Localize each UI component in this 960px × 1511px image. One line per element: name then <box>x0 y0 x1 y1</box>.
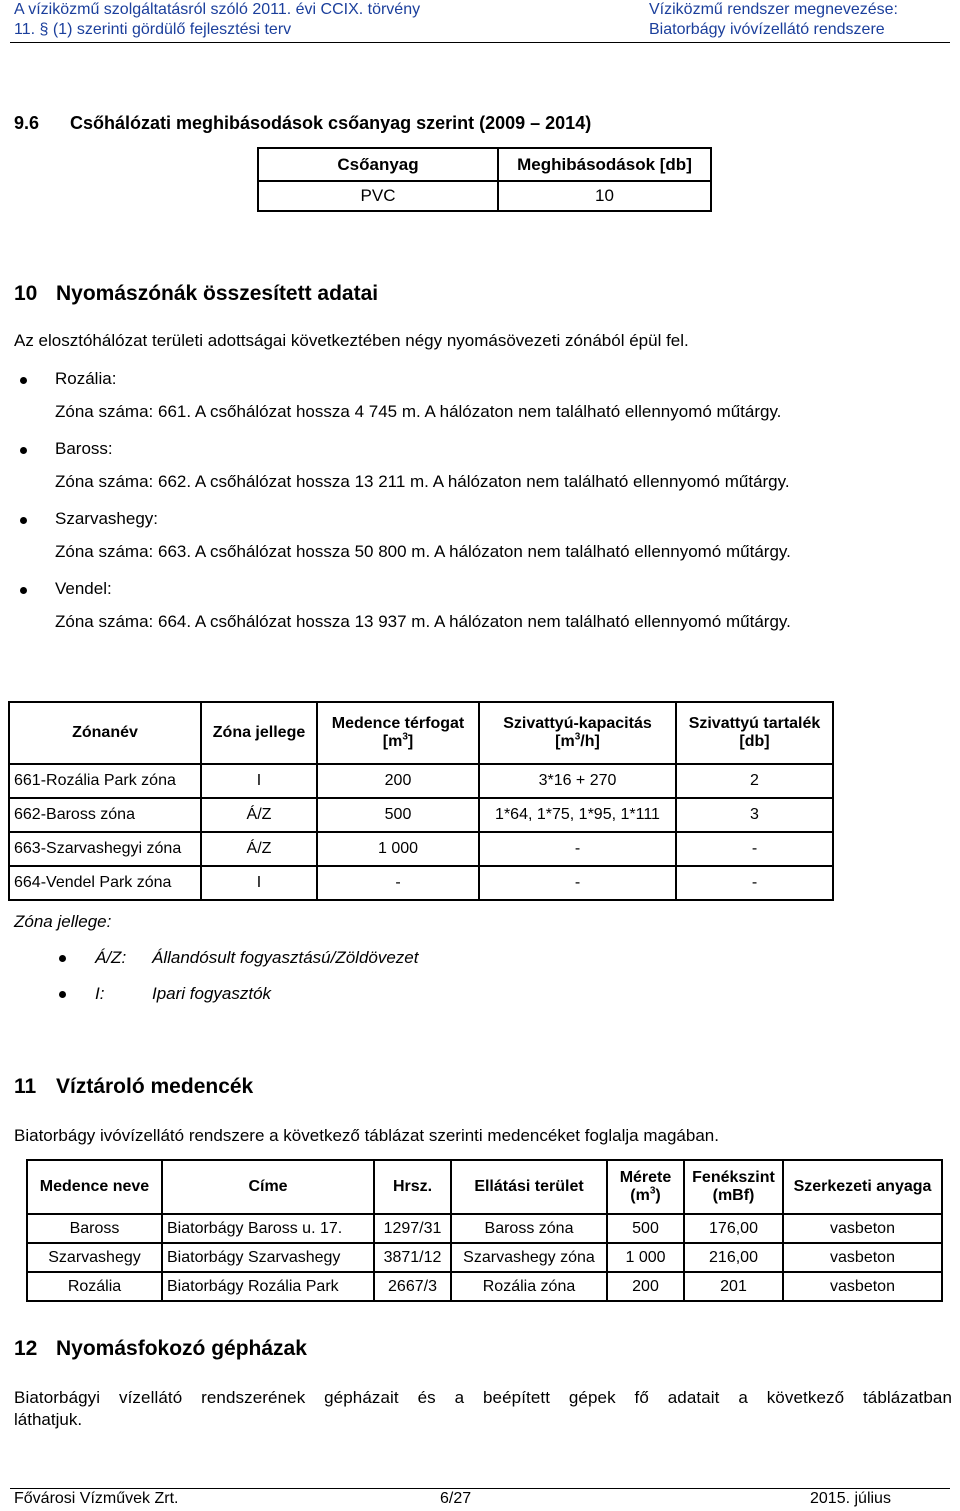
section-title: Nyomásfokozó gépházak <box>56 1337 307 1360</box>
pump-houses-text-line2: láthatjuk. <box>14 1410 83 1429</box>
cell-size: 1 000 <box>607 1243 684 1272</box>
cell-basin-name: Rozália <box>27 1272 162 1301</box>
cell-supply-area: Szarvashegy zóna <box>451 1243 607 1272</box>
cell-volume: 500 <box>317 798 479 832</box>
legend-desc-i: Ipari fogyasztók <box>152 984 272 1003</box>
header-failures: Meghibásodások [db] <box>498 148 711 181</box>
table-row <box>27 1272 942 1301</box>
zone-text-szarvashegy: Zóna száma: 663. A csőhálózat hossza 50 800 m. A hálózaton nem található ellennyomó műtárgy. <box>55 542 791 561</box>
header-parcel: Hrsz. <box>374 1160 451 1214</box>
cell-zone-name: 664-Vendel Park zóna <box>9 866 201 900</box>
header-size-unit-end: ) <box>655 1187 661 1204</box>
cell-bottom-level: 216,00 <box>684 1243 783 1272</box>
header-zone-name: Zónanév <box>9 702 201 764</box>
header-pump-reserve-unit: [db] <box>739 733 770 750</box>
zone-text-baross: Zóna száma: 662. A csőhálózat hossza 13 211 m. A hálózaton nem található ellennyomó műtárgy. <box>55 472 790 491</box>
table-row <box>27 1214 942 1243</box>
bullet-icon <box>20 517 27 524</box>
header-system-label: Víziközmű rendszer megnevezése: <box>649 1 898 18</box>
header-bottom-level <box>684 1160 783 1214</box>
cell-address: Biatorbágy Szarvashegy <box>162 1243 374 1272</box>
section-12-heading <box>14 1337 307 1361</box>
cell-reserve: - <box>676 832 833 866</box>
reservoirs-intro: Biatorbágy ivóvízellátó rendszere a következő táblázat szerinti medencéket foglalja magában. <box>14 1126 719 1145</box>
legend-code-i: I: <box>95 984 105 1003</box>
cell-parcel: 2667/3 <box>374 1272 451 1301</box>
bullet-icon <box>20 377 27 384</box>
header-size-sup: 3 <box>649 1185 656 1197</box>
header-system-name: Biatorbágy ivóvízellátó rendszere <box>649 21 885 38</box>
header-size-unit: (m <box>630 1187 650 1204</box>
section-11-heading <box>14 1075 253 1099</box>
cell-zone-type: Á/Z <box>201 832 317 866</box>
cell-capacity: 3*16 + 270 <box>479 764 676 798</box>
header-basin-volume-unit: [m <box>382 733 403 750</box>
header-basin-volume-unit-end: ] <box>407 733 414 750</box>
header-pump-reserve <box>676 702 833 764</box>
cell-address: Biatorbágy Baross u. 17. <box>162 1214 374 1243</box>
cell-failures: 10 <box>498 181 711 211</box>
cell-zone-type: I <box>201 764 317 798</box>
header-supply-area: Ellátási terület <box>451 1160 607 1214</box>
table-header-row <box>27 1160 942 1214</box>
cell-parcel: 1297/31 <box>374 1214 451 1243</box>
cell-zone-name: 661-Rozália Park zóna <box>9 764 201 798</box>
bullet-icon <box>20 587 27 594</box>
cell-size: 500 <box>607 1214 684 1243</box>
zone-text-rozalia: Zóna száma: 661. A csőhálózat hossza 4 745 m. A hálózaton nem található ellennyomó műtárgy. <box>55 402 782 421</box>
section-number: 11 <box>14 1075 37 1098</box>
cell-volume: 200 <box>317 764 479 798</box>
pump-houses-text-line1: Biatorbágyi vízellátó rendszerének gépházait és a beépített gépek fő adatait a következő táblázatban <box>14 1388 952 1407</box>
legend-code-az: Á/Z: <box>95 948 127 967</box>
table-header-row <box>258 148 711 181</box>
cell-bottom-level: 176,00 <box>684 1214 783 1243</box>
zone-text-vendel: Zóna száma: 664. A csőhálózat hossza 13 937 m. A hálózaton nem található ellennyomó műtárgy. <box>55 612 791 631</box>
cell-bottom-level: 201 <box>684 1272 783 1301</box>
cell-zone-type: I <box>201 866 317 900</box>
header-material: Szerkezeti anyaga <box>783 1160 942 1214</box>
footer-divider <box>10 1488 950 1489</box>
cell-material: PVC <box>258 181 498 211</box>
zone-name-szarvashegy: Szarvashegy: <box>55 509 158 528</box>
footer-date: 2015. július <box>810 1490 891 1507</box>
cell-reserve: 2 <box>676 764 833 798</box>
header-left <box>14 0 420 40</box>
header-pump-capacity-sup: 3 <box>574 731 581 743</box>
header-basin-name: Medence neve <box>27 1160 162 1214</box>
cell-parcel: 3871/12 <box>374 1243 451 1272</box>
table-row <box>9 832 833 866</box>
cell-material: vasbeton <box>783 1272 942 1301</box>
table-header-row <box>9 702 833 764</box>
table-row <box>9 866 833 900</box>
cell-supply-area: Rozália zóna <box>451 1272 607 1301</box>
cell-capacity: - <box>479 866 676 900</box>
footer-page-number: 6/27 <box>440 1490 472 1507</box>
section-number: 10 <box>14 282 38 305</box>
section-10-heading <box>14 282 378 306</box>
header-pump-capacity <box>479 702 676 764</box>
pressure-zone-table <box>8 701 834 901</box>
cell-reserve: - <box>676 866 833 900</box>
bullet-icon <box>59 955 66 962</box>
header-plan-title: 11. § (1) szerinti gördülő fejlesztési terv <box>14 21 292 38</box>
zone-name-baross: Baross: <box>55 439 113 458</box>
cell-zone-name: 662-Baross zóna <box>9 798 201 832</box>
footer-company: Fővárosi Vízművek Zrt. <box>14 1490 179 1507</box>
zones-intro: Az elosztóhálózat területi adottságai következtében négy nyomásövezeti zónából épül fel. <box>14 331 689 350</box>
cell-volume: 1 000 <box>317 832 479 866</box>
header-basin-volume-sup: 3 <box>402 731 408 743</box>
bullet-icon <box>59 991 66 998</box>
section-title: Csőhálózati meghibásodások csőanyag szerint (2009 – 2014) <box>70 113 592 133</box>
table-row <box>27 1243 942 1272</box>
reservoir-table <box>26 1159 943 1302</box>
cell-zone-name: 663-Szarvashegyi zóna <box>9 832 201 866</box>
zone-type-legend-title: Zóna jellege: <box>14 912 112 931</box>
section-title: Nyomászónák összesített adatai <box>56 282 379 305</box>
cell-basin-name: Baross <box>27 1214 162 1243</box>
header-zone-type: Zóna jellege <box>201 702 317 764</box>
cell-material: vasbeton <box>783 1243 942 1272</box>
bullet-icon <box>20 447 27 454</box>
header-law-title: A víziközmű szolgáltatásról szóló 2011. évi CCIX. törvény <box>14 1 421 18</box>
cell-zone-type: Á/Z <box>201 798 317 832</box>
header-divider <box>10 42 950 43</box>
header-basin-volume <box>317 702 479 764</box>
header-basin-volume-line1: Medence térfogat <box>331 715 465 732</box>
header-pipe-material: Csőanyag <box>258 148 498 181</box>
cell-capacity: - <box>479 832 676 866</box>
cell-material: vasbeton <box>783 1214 942 1243</box>
pipe-failure-table <box>257 147 712 212</box>
section-number: 12 <box>14 1337 38 1360</box>
cell-address: Biatorbágy Rozália Park <box>162 1272 374 1301</box>
header-pump-capacity-line1: Szivattyú-kapacitás <box>503 715 652 732</box>
header-pump-capacity-unit: [m <box>555 733 575 750</box>
header-right <box>649 0 898 40</box>
cell-volume: - <box>317 866 479 900</box>
cell-reserve: 3 <box>676 798 833 832</box>
header-pump-reserve-line1: Szivattyú tartalék <box>688 715 821 732</box>
zone-name-vendel: Vendel: <box>55 579 112 598</box>
header-bottom-level-unit: (mBf) <box>712 1187 755 1204</box>
section-number: 9.6 <box>14 113 40 133</box>
table-row <box>9 798 833 832</box>
header-address: Címe <box>162 1160 374 1214</box>
legend-desc-az: Állandósult fogyasztású/Zöldövezet <box>152 948 419 967</box>
zone-name-rozalia: Rozália: <box>55 369 117 388</box>
cell-capacity: 1*64, 1*75, 1*95, 1*111 <box>479 798 676 832</box>
header-size <box>607 1160 684 1214</box>
header-pump-capacity-unit-end: /h] <box>580 733 600 750</box>
header-size-line1: Mérete <box>619 1169 672 1186</box>
cell-supply-area: Baross zóna <box>451 1214 607 1243</box>
section-9-6-heading <box>14 113 591 134</box>
cell-basin-name: Szarvashegy <box>27 1243 162 1272</box>
table-row <box>258 181 711 211</box>
section-title: Víztároló medencék <box>56 1075 254 1098</box>
header-bottom-level-line1: Fenékszint <box>692 1169 775 1186</box>
table-row <box>9 764 833 798</box>
cell-size: 200 <box>607 1272 684 1301</box>
